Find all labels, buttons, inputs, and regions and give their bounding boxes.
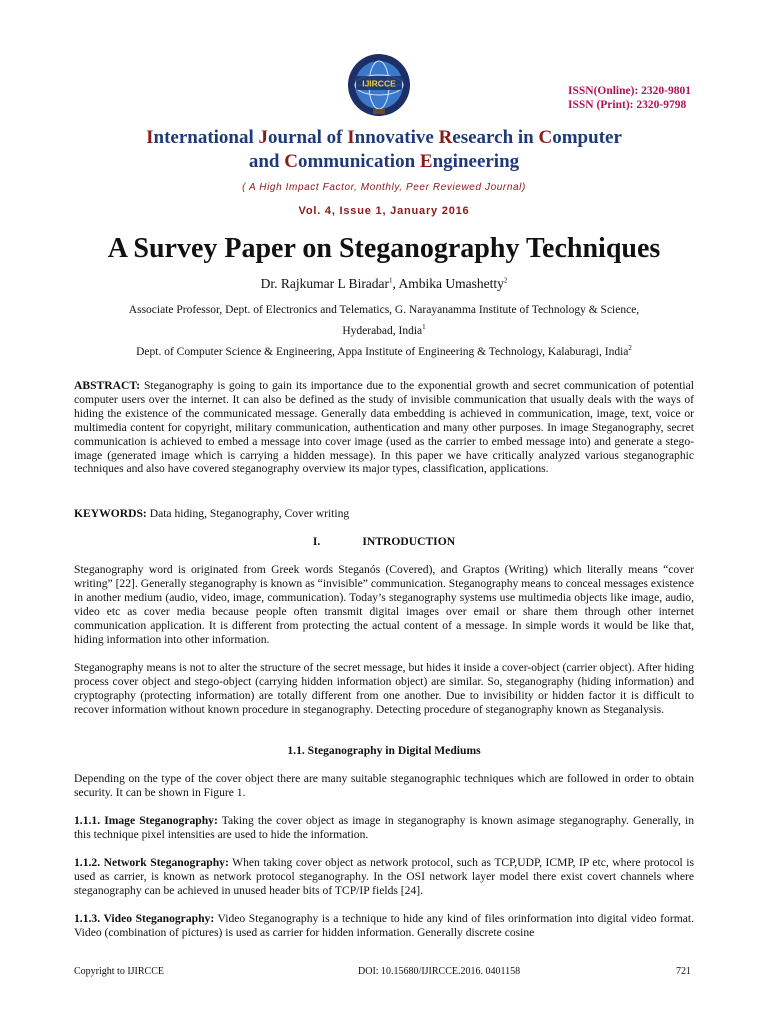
subsection-heading: 1.1. Steganography in Digital Mediums [287, 744, 481, 757]
journal-line-1: International Journal of Innovative Research in Computer [146, 127, 622, 148]
affiliation-2: Dept. of Computer Science & Engineering, Appa Institute of Engineering & Technology, Kalaburagi, India$^2$ [136, 344, 632, 358]
keywords: KEYWORDS: Data hiding, Steganography, Cover writing [74, 507, 350, 520]
intro-paragraph-1: Steganography word is originated from Greek words Steganós (Covered), and Graptos (Writing) which literally means “cover writing” [22]. Generally steganography is known as “invisible” communication. Steganography means to conceal messages existence in another medium (audio, video, image, communication). Today’s steganography systems use multimedia objects like image, audio, video etc as cover media because people often transmit digital images over email or share them through other internet communication application. It is different from protecting the actual content of a message. In simple words it would be like that, hiding information into other information. [74, 563, 694, 646]
item-image-steganography: 1.1.1. Image Steganography: Taking the cover object as image in steganography is known asimage steganography. Generally, in this technique pixel intensities are used to hide the information. [74, 814, 694, 841]
authors: Dr. Rajkumar L Biradar$^1$, Ambika Umashetty$^2$ [260, 276, 508, 291]
logo-text: IJIRCCE [362, 78, 396, 89]
journal-logo [346, 52, 412, 118]
issn-online: ISSN(Online): 2320-9801 [568, 85, 691, 97]
journal-line-2: and Communication Engineering [248, 151, 520, 172]
journal-name [0, 126, 768, 174]
footer-copyright: Copyright to IJIRCCE [74, 966, 165, 977]
abstract: ABSTRACT: Steganography is going to gain its importance due to the exponential growth and secret communication of potential computer users over the internet. It can also be defined as the study of invisible communication that usually deals with the ways of hiding the existence of the communicated message. Generally data embedding is achieved in communication, image, text, voice or multimedia content for copyright, military communication, authentication and many other purposes. In image Steganography, secret communication is achieved to embed a message into cover image (used as the carrier to embed message into) and generate a stego-image (generated image which is carrying a hidden message). In this paper we have critically analyzed various steganographic techniques and also have covered steganography overview its major types, classification, applications. [74, 379, 694, 476]
volume-issue: Vol. 4, Issue 1, January 2016 [298, 205, 470, 217]
intro-paragraph-2: Steganography means is not to alter the structure of the secret message, but hides it inside a cover-object (carrier object). After hiding process cover object and stego-object (carrying hidden information object) are similar. So, steganography (hiding information) and cryptography (protecting information) are totally different from one another. Due to invisibility or hidden factor it is difficult to recover information without known procedure in steganography. Detecting procedure of steganography known as Steganalysis. [74, 661, 694, 716]
subsection-paragraph: Depending on the type of the cover object there are many suitable steganographic techniques which are followed in order to obtain security. It can be shown in Figure 1. [74, 772, 694, 799]
affiliation-1-line-2: Hyderabad, India$^1$ [342, 323, 426, 337]
abstract-label: ABSTRACT: [74, 379, 141, 392]
journal-tagline: ( A High Impact Factor, Monthly, Peer Reviewed Journal) [242, 182, 526, 193]
paper-title: A Survey Paper on Steganography Techniques [107, 233, 661, 264]
keywords-label: KEYWORDS: [74, 507, 147, 520]
issn-block [568, 84, 691, 112]
item-network-steganography: 1.1.2. Network Steganography: When taking cover object as network protocol, such as TCP,UDP, ICMP, IP etc, where protocol is used as carrier, is known as network protocol steganography. In the OSI network layer model there exist covert channels where steganography can be achieved in unused header bits of TCP/IP fields [24]. [74, 856, 694, 897]
section-heading-introduction: I. INTRODUCTION [312, 535, 456, 548]
item-video-steganography: 1.1.3. Video Steganography: Video Steganography is a technique to hide any kind of files orinformation into digital video format. Video (combination of pictures) is used as carrier for hidden information. Generally discrete cosine [74, 912, 694, 939]
footer-doi: DOI: 10.15680/IJIRCCE.2016. 0401158 [358, 966, 521, 977]
author-2: , Ambika Umashetty [392, 276, 504, 291]
issn-print: ISSN (Print): 2320-9798 [568, 99, 687, 111]
footer-page-number: 721 [676, 966, 691, 977]
author-1: Dr. Rajkumar L Biradar [260, 276, 390, 291]
affiliation-1-line-1: Associate Professor, Dept. of Electronics and Telematics, G. Narayanamma Institute of Technology & Science, [128, 304, 640, 316]
